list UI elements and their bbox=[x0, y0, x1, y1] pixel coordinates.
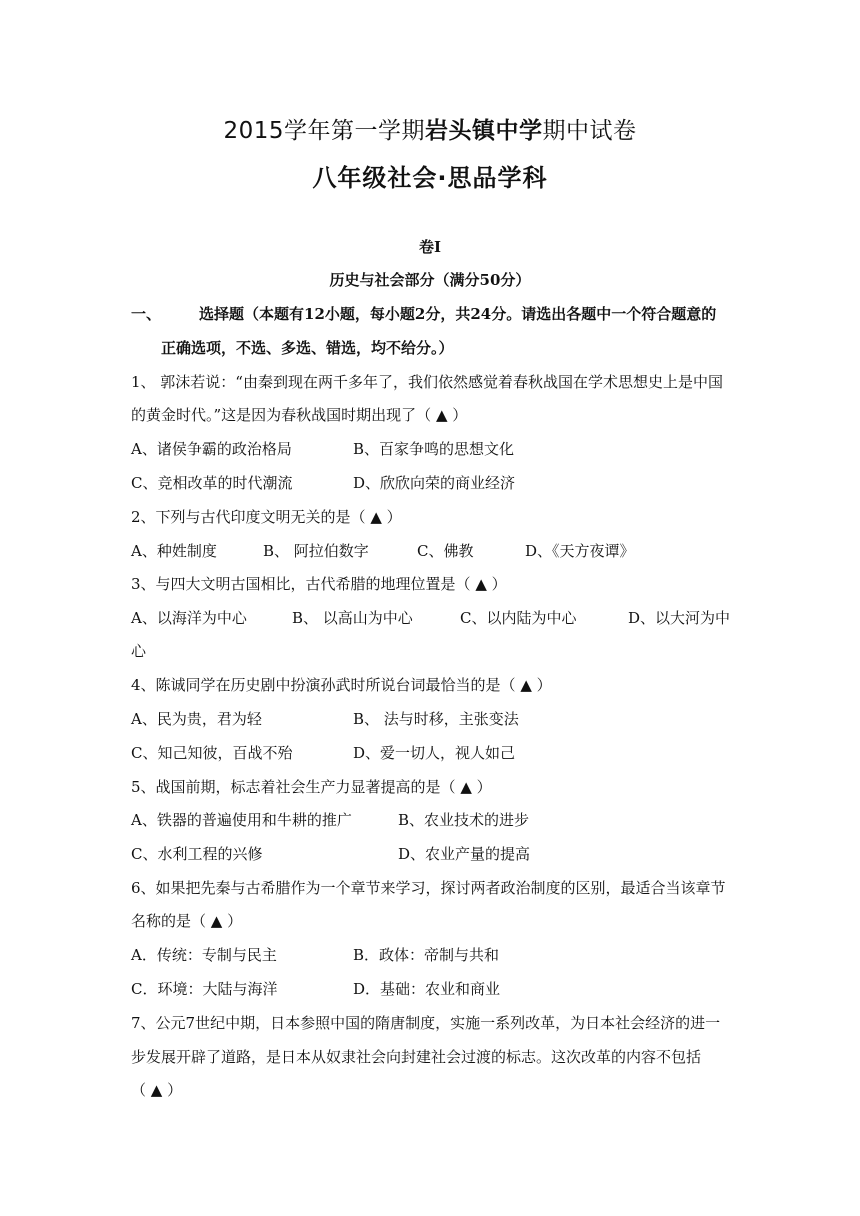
q4-option-a: A、民为贵，君为轻 bbox=[131, 710, 262, 728]
title-term: 学年第一学期 bbox=[284, 118, 426, 144]
q1-option-a: A、诸侯争霸的政治格局 bbox=[131, 440, 292, 458]
q4-stem: 4、陈诚同学在历史剧中扮演孙武时所说台词最恰当的是（ ▲ ） bbox=[131, 676, 552, 694]
q1-stem-line1: 1、 郭沫若说：“由秦到现在两千多年了，我们依然感觉着春秋战国在学术思想史上是中国 bbox=[131, 373, 723, 391]
q5-option-b: B、农业技术的进步 bbox=[398, 811, 530, 829]
section-instruction-line2: 正确选项，不选、多选、错选，均不给分。） bbox=[161, 339, 454, 357]
q5-stem: 5、战国前期，标志着社会生产力显著提高的是（ ▲ ） bbox=[131, 778, 492, 796]
q3-option-a: A、以海洋为中心 bbox=[131, 609, 247, 627]
q1-stem-line2: 的黄金时代。”这是因为春秋战国时期出现了（ ▲ ） bbox=[131, 406, 468, 424]
q6-stem-line2: 名称的是（ ▲ ） bbox=[131, 912, 243, 930]
q7-stem-line1: 7、公元7世纪中期，日本参照中国的隋唐制度，实施一系列改革，为日本社会经济的进一 bbox=[131, 1014, 721, 1032]
q3-stem: 3、与四大文明古国相比，古代希腊的地理位置是（ ▲ ） bbox=[131, 575, 507, 593]
q2-stem: 2、下列与古代印度文明无关的是（ ▲ ） bbox=[131, 508, 402, 526]
q4-option-b: B、 法与时移，主张变法 bbox=[353, 710, 519, 728]
exam-subtitle: 八年级社会·思品学科 bbox=[312, 164, 548, 192]
exam-title bbox=[0, 112, 860, 145]
q6-option-b: B．政体：帝制与共和 bbox=[353, 946, 500, 964]
q2-option-d: D、《天方夜谭》 bbox=[525, 542, 635, 560]
q1-option-c: C、竞相改革的时代潮流 bbox=[131, 474, 293, 492]
q7-stem-line3: （ ▲ ） bbox=[131, 1081, 183, 1099]
title-school: 岩头镇中学 bbox=[425, 118, 543, 144]
q5-option-a: A、铁器的普遍使用和牛耕的推广 bbox=[131, 811, 352, 829]
q6-stem-line1: 6、如果把先秦与古希腊作为一个章节来学习，探讨两者政治制度的区别，最适合当该章节 bbox=[131, 879, 726, 897]
part-heading: 历史与社会部分（满分50分） bbox=[329, 271, 531, 289]
q1-option-b: B、百家争鸣的思想文化 bbox=[353, 440, 515, 458]
q6-option-a: A．传统：专制与民主 bbox=[131, 946, 277, 964]
section-instruction-line1 bbox=[131, 304, 716, 324]
section-number: 一、 bbox=[131, 305, 162, 323]
q2-option-a: A、种姓制度 bbox=[131, 542, 217, 560]
q2-option-b: B、 阿拉伯数字 bbox=[263, 542, 369, 560]
q7-stem-line2: 步发展开辟了道路，是日本从奴隶社会向封建社会过渡的标志。这次改革的内容不包括 bbox=[131, 1048, 702, 1066]
q3-option-d: D、以大河为中 bbox=[628, 609, 731, 627]
q4-option-d: D、爱一切人，视人如己 bbox=[353, 744, 516, 762]
q2-option-c: C、佛教 bbox=[417, 542, 474, 560]
q3-option-b: B、 以高山为中心 bbox=[292, 609, 413, 627]
title-exam: 期中试卷 bbox=[542, 118, 637, 144]
q3-option-d-wrap: 心 bbox=[131, 642, 147, 660]
q5-option-d: D、农业产量的提高 bbox=[398, 845, 531, 863]
title-year: 2015 bbox=[223, 118, 285, 144]
q4-option-c: C、知己知彼，百战不殆 bbox=[131, 744, 293, 762]
q1-option-d: D、欣欣向荣的商业经济 bbox=[353, 474, 516, 492]
q3-option-c: C、以内陆为中心 bbox=[460, 609, 577, 627]
volume-label: 卷I bbox=[418, 238, 442, 256]
q5-option-c: C、水利工程的兴修 bbox=[131, 845, 263, 863]
section-instruction-text: 选择题（本题有12小题，每小题2分，共24分。请选出各题中一个符合题意的 bbox=[199, 305, 717, 323]
q6-option-c: C．环境：大陆与海洋 bbox=[131, 980, 278, 998]
q6-option-d: D．基础：农业和商业 bbox=[353, 980, 501, 998]
